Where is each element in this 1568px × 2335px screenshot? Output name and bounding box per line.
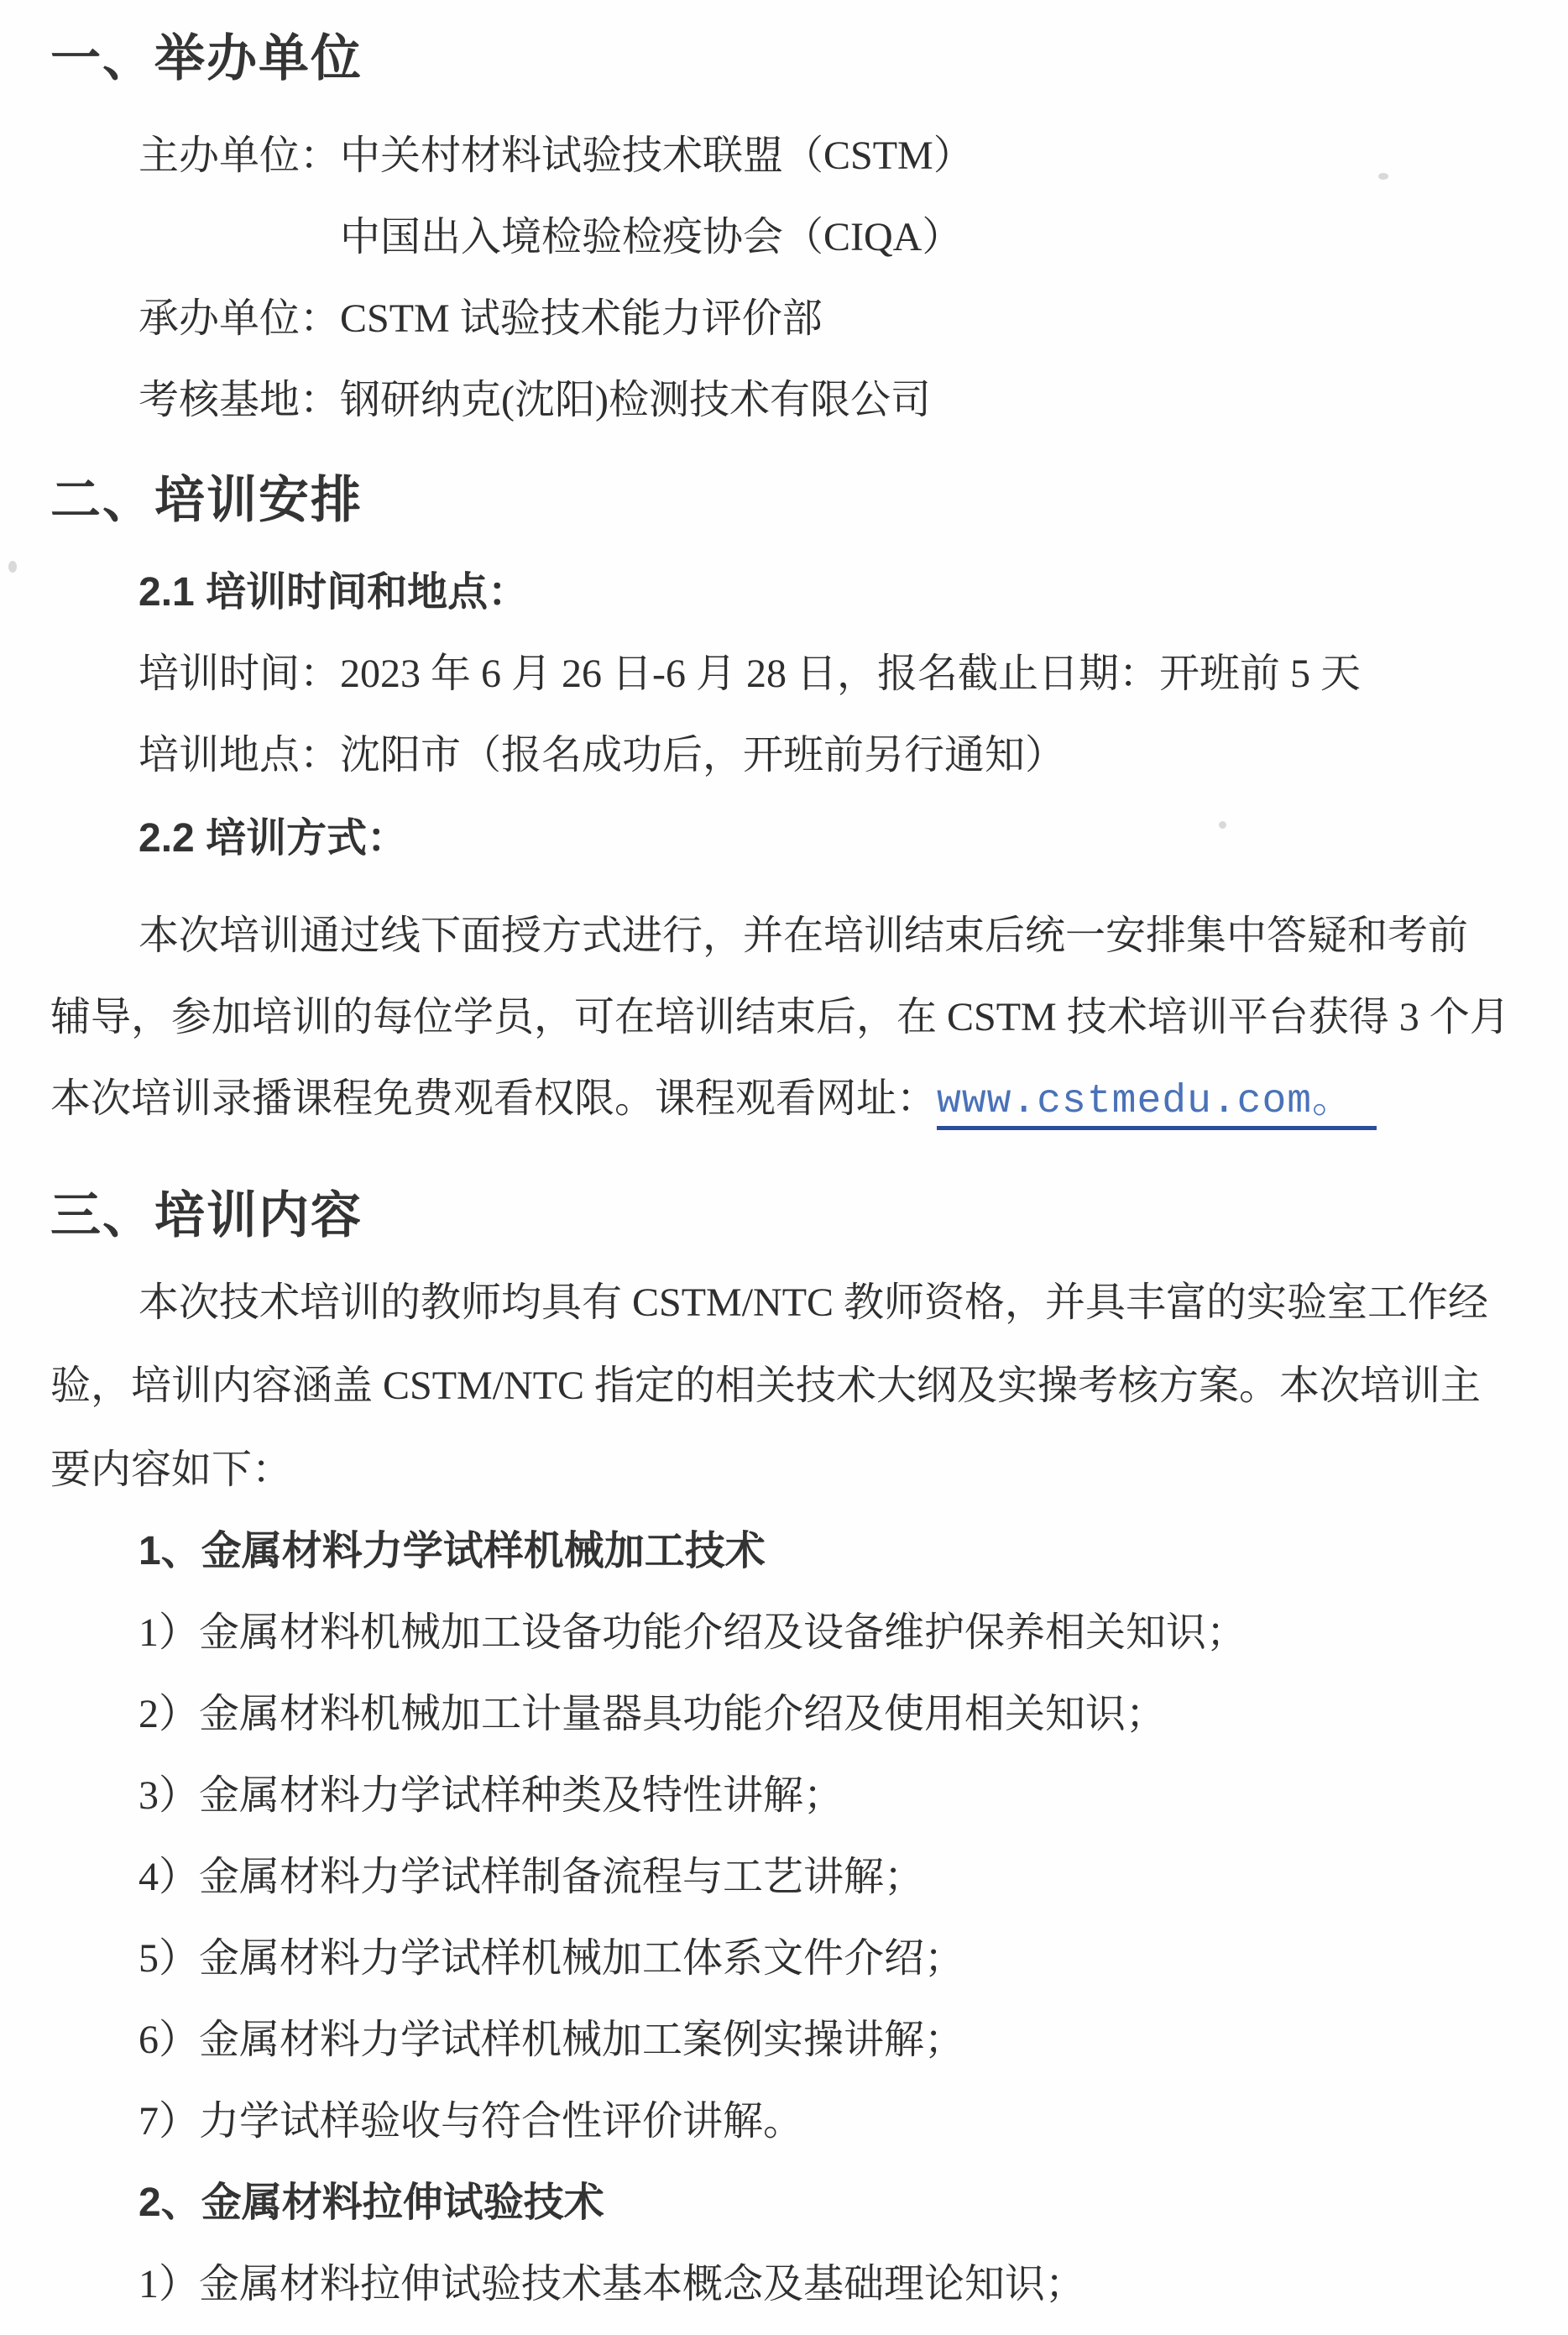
topic1-item: 3）金属材料力学试样种类及特性讲解；	[139, 1773, 844, 1818]
topic1-item: 4）金属材料力学试样制备流程与工艺讲解；	[139, 1855, 925, 1899]
scan-speck	[1378, 173, 1388, 180]
training-time-line: 培训时间：2023 年 6 月 26 日-6 月 28 日，报名截止日期：开班前 5 天	[139, 652, 1361, 696]
subheading-method: 2.2 培训方式：	[139, 816, 408, 861]
topic1-title: 1、金属材料力学试样机械加工技术	[139, 1529, 766, 1573]
course-url-link[interactable]: www.cstmedu.com。	[937, 1079, 1377, 1130]
subheading-time-place: 2.1 培训时间和地点：	[139, 570, 529, 615]
section-heading-content: 三、培训内容	[50, 1187, 363, 1243]
section-heading-organizers: 一、举办单位	[50, 30, 363, 86]
host-organizer-line-2: 中国出入境检验检疫协会（CIQA）	[340, 215, 963, 259]
topic2-item: 1）金属材料拉伸试验技术基本概念及基础理论知识；	[139, 2262, 1086, 2306]
content-intro-line-3: 要内容如下：	[50, 1448, 293, 1492]
method-paragraph-line-1: 本次培训通过线下面授方式进行，并在培训结束后统一安排集中答疑和考前	[139, 914, 1469, 958]
method-paragraph-line-2: 辅导，参加培训的每位学员，可在培训结束后，在 CSTM 技术培训平台获得 3 个月	[50, 995, 1510, 1039]
undertaker-line: 承办单位：CSTM 试验技术能力评价部	[139, 296, 823, 341]
assessment-base-line: 考核基地：钢研纳克(沈阳)检测技术有限公司	[139, 378, 931, 422]
content-intro-line-2: 验，培训内容涵盖 CSTM/NTC 指定的相关技术大纲及实操考核方案。本次培训主	[50, 1364, 1482, 1408]
topic1-item: 6）金属材料力学试样机械加工案例实操讲解；	[139, 2018, 965, 2062]
scan-speck	[8, 561, 17, 573]
section-heading-schedule: 二、培训安排	[50, 472, 363, 528]
method-paragraph-line-3-text: 本次培训录播课程免费观看权限。课程观看网址：	[50, 1076, 938, 1121]
topic1-item: 1）金属材料机械加工设备功能介绍及设备维护保养相关知识；	[139, 1610, 1247, 1655]
method-paragraph-line-3	[50, 1058, 1519, 1139]
training-place-line: 培训地点：沈阳市（报名成功后，开班前另行通知）	[139, 733, 1066, 777]
topic1-item: 5）金属材料力学试样机械加工体系文件介绍；	[139, 1936, 965, 1981]
topic1-item: 2）金属材料机械加工计量器具功能介绍及使用相关知识；	[139, 1692, 1167, 1736]
topic1-item: 7）力学试样验收与符合性评价讲解。	[139, 2099, 804, 2144]
topic2-title: 2、金属材料拉伸试验技术	[139, 2181, 604, 2225]
scan-speck	[1219, 821, 1226, 829]
content-intro-line-1: 本次技术培训的教师均具有 CSTM/NTC 教师资格，并具丰富的实验室工作经	[139, 1280, 1489, 1325]
host-organizer-line: 主办单位：中关村材料试验技术联盟（CSTM）	[139, 134, 974, 178]
